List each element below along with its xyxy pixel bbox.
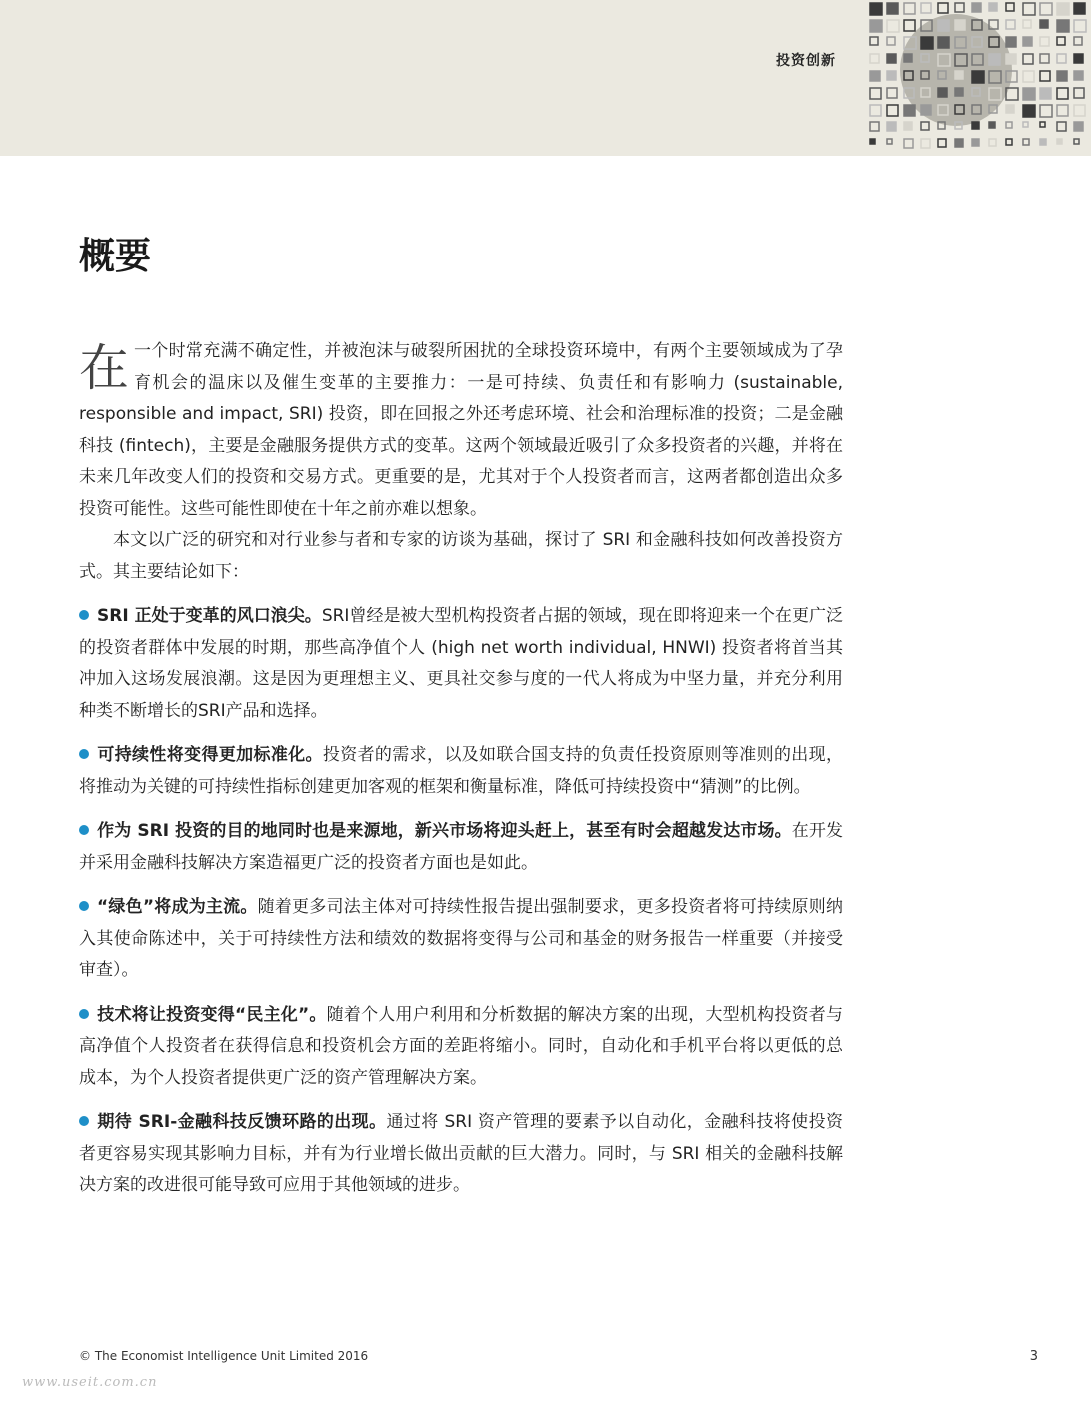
section-label: 投资创新 xyxy=(776,53,836,69)
finding-item xyxy=(79,601,843,727)
bullet-dot-icon xyxy=(79,749,89,759)
finding-item xyxy=(79,816,843,879)
copyright-notice: © The Economist Intelligence Unit Limited 2016 xyxy=(79,1349,369,1363)
finding-heading: 作为 SRI 投资的目的地同时也是来源地，新兴市场将迎头赶上，甚至有时会超越发达市场。 xyxy=(97,821,792,841)
finding-text: 随着更多司法主体对可持续性报告提出强制要求，更多投资者将可持续原则纳入其使命陈述中，关于可持续性方法和绩效的数据将变得与公司和基金的财务报告一样重要（并接受审查）。 xyxy=(79,897,843,980)
intro-text: 一个时常充满不确定性，并被泡沫与破裂所困扰的全球投资环境中，有两个主要领域成为了孕育机会的温床以及催生变革的主要推力：一是可持续、负责任和有影响力 (sustainable, responsible and impact, SRI) 投资，即在回报之外还考虑环境、社会和治理标准的投资；二是金融科技 (fintech)，主要是金融服务提供方式的变革。这两个领域最近吸引了众多投资者的兴趣，并将在未来几年改变人们的投资和交易方式。更重要的是，尤其对于个人投资者而言，这两者都创造出众多投资可能性。这些可能性即使在十年之前亦难以想象。 xyxy=(79,341,843,519)
page-number: 3 xyxy=(1029,1349,1038,1364)
watermark: www.useit.com.cn xyxy=(22,1375,158,1390)
bullet-dot-icon xyxy=(79,825,89,835)
drop-cap: 在 xyxy=(79,339,129,397)
finding-heading: “绿色”将成为主流。 xyxy=(97,897,258,917)
finding-item xyxy=(79,1000,843,1095)
finding-text: 投资者的需求，以及如联合国支持的负责任投资原则等准则的出现，将推动为关键的可持续性指标创建更加客观的框架和衡量标准，降低可持续投资中“猜测”的比例。 xyxy=(79,745,844,797)
finding-item xyxy=(79,892,843,987)
bullet-dot-icon xyxy=(79,1116,89,1126)
finding-text: 在开发并采用金融科技解决方案造福更广泛的投资者方面也是如此。 xyxy=(79,821,844,873)
intro-paragraph xyxy=(79,336,843,525)
finding-text: 通过将 SRI 资产管理的要素予以自动化，金融科技将使投资者更容易实现其影响力目标，并有为行业增长做出贡献的巨大潜力。同时，与 SRI 相关的金融科技解决方案的改进很可能导致可应用于其他领域的进步。 xyxy=(79,1112,843,1195)
article-body xyxy=(79,336,843,1202)
header-photo-collage xyxy=(866,0,1091,156)
finding-heading: SRI 正处于变革的风口浪尖。 xyxy=(97,606,322,626)
page-title: 概要 xyxy=(79,236,152,277)
intro-paragraph-2: 本文以广泛的研究和对行业参与者和专家的访谈为基础，探讨了 SRI 和金融科技如何改善投资方式。其主要结论如下： xyxy=(79,530,843,582)
finding-text: 随着个人用户利用和分析数据的解决方案的出现，大型机构投资者与高净值个人投资者在获得信息和投资机会方面的差距将缩小。同时，自动化和手机平台将以更低的总成本，为个人投资者提供更广泛的资产管理解决方案。 xyxy=(79,1004,843,1088)
bullet-dot-icon xyxy=(79,610,89,620)
finding-item xyxy=(79,1107,843,1202)
finding-item xyxy=(79,740,843,803)
finding-heading: 技术将让投资变得“民主化”。 xyxy=(97,1004,327,1025)
finding-heading: 可持续性将变得更加标准化。 xyxy=(97,745,323,765)
bullet-dot-icon xyxy=(79,1009,89,1019)
finding-heading: 期待 SRI-金融科技反馈环路的出现。 xyxy=(97,1112,387,1132)
bullet-dot-icon xyxy=(79,901,89,911)
finding-text: SRI曾经是被大型机构投资者占据的领域，现在即将迎来一个在更广泛的投资者群体中发展的时期，那些高净值个人 (high net worth individual, HNWI) 投资者将首当其冲加入这场发展浪潮。这是因为更理想主义、更具社交参与度的一代人将成为中坚力量，并充分利用种类不断增长的SRI产品和选择。 xyxy=(79,606,843,721)
